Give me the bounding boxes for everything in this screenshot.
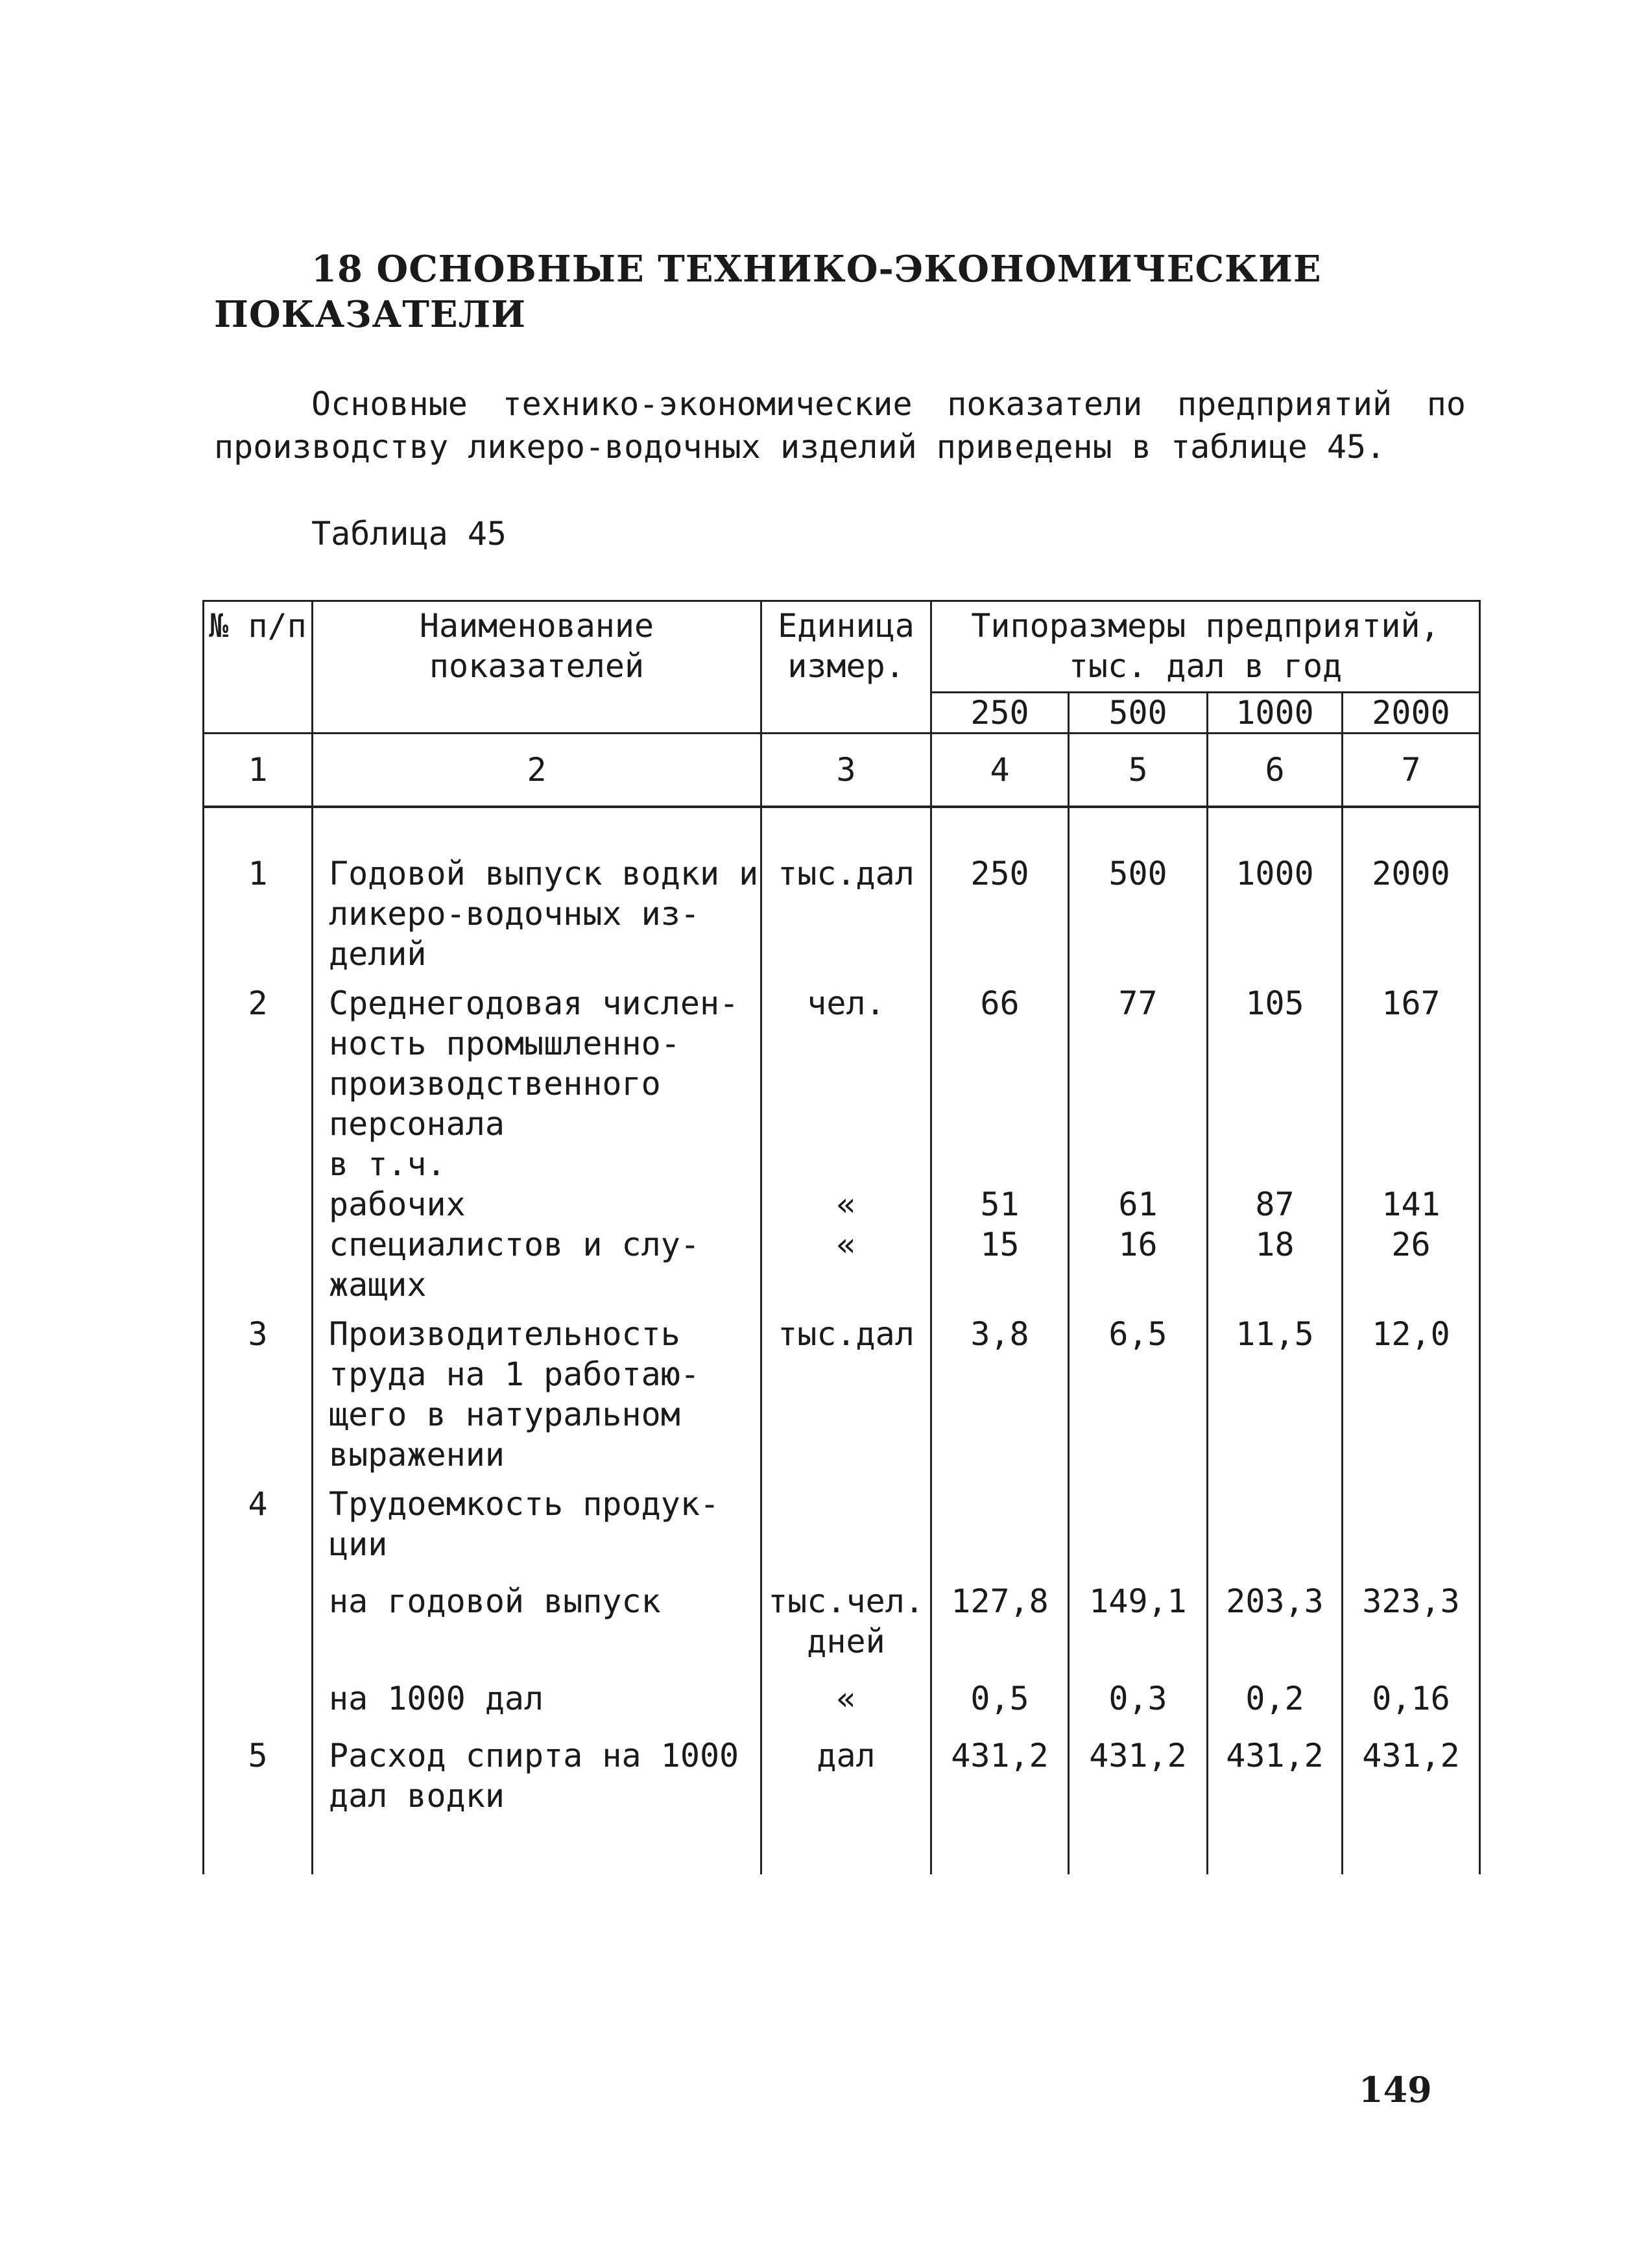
row-value: 1000	[1208, 807, 1343, 974]
row-value: 15	[931, 1224, 1069, 1305]
row-number: 1	[204, 807, 313, 974]
filler-cell	[1208, 1816, 1343, 1874]
column-number: 3	[761, 734, 931, 807]
row-value: 66	[931, 974, 1069, 1144]
row-value: 149,1	[1069, 1564, 1208, 1662]
filler-cell	[1069, 1816, 1208, 1874]
row-name: на 1000 дал	[313, 1662, 761, 1719]
row-value	[1343, 1144, 1480, 1184]
header-sizes: Типоразмеры предприятий, тыс. дал в год	[931, 601, 1480, 693]
row-number: 4	[204, 1475, 313, 1564]
row-name: Производительность труда на 1 работаю-щего в натуральном выражении	[313, 1305, 761, 1475]
table-row	[204, 807, 1480, 974]
row-value	[1208, 1144, 1343, 1184]
column-number: 6	[1208, 734, 1343, 807]
row-number	[204, 1144, 313, 1184]
column-number-row	[204, 734, 1480, 807]
filler-cell	[313, 1816, 761, 1874]
row-value: 51	[931, 1184, 1069, 1224]
filler-cell	[204, 1816, 313, 1874]
filler-cell	[1343, 1816, 1480, 1874]
column-number: 4	[931, 734, 1069, 807]
table-row	[204, 974, 1480, 1144]
row-value: 167	[1343, 974, 1480, 1144]
row-number: 3	[204, 1305, 313, 1475]
row-number	[204, 1662, 313, 1719]
row-value: 431,2	[1343, 1719, 1480, 1816]
header-size-value: 250	[931, 693, 1069, 734]
row-value	[931, 1144, 1069, 1184]
table-caption: Таблица 45	[311, 515, 507, 553]
row-unit: «	[761, 1224, 931, 1305]
row-value: 11,5	[1208, 1305, 1343, 1475]
row-value: 26	[1343, 1224, 1480, 1305]
row-value: 12,0	[1343, 1305, 1480, 1475]
indicators-table	[202, 600, 1481, 1874]
row-value: 323,3	[1343, 1564, 1480, 1662]
row-unit: тыс.чел. дней	[761, 1564, 931, 1662]
column-number: 2	[313, 734, 761, 807]
table-row	[204, 1305, 1480, 1475]
table-row	[204, 1224, 1480, 1305]
row-name: Годовой выпуск водки и ликеро-водочных из-делий	[313, 807, 761, 974]
header-size-value: 500	[1069, 693, 1208, 734]
table-row	[204, 1475, 1480, 1564]
row-value: 16	[1069, 1224, 1208, 1305]
row-unit: чел.	[761, 974, 931, 1144]
row-value: 61	[1069, 1184, 1208, 1224]
row-name: на годовой выпуск	[313, 1564, 761, 1662]
row-name: специалистов и слу-жащих	[313, 1224, 761, 1305]
table-row	[204, 1564, 1480, 1662]
row-value: 0,16	[1343, 1662, 1480, 1719]
row-unit: тыс.дал	[761, 1305, 931, 1475]
table-row	[204, 1184, 1480, 1224]
row-value: 6,5	[1069, 1305, 1208, 1475]
row-value: 0,3	[1069, 1662, 1208, 1719]
column-number: 7	[1343, 734, 1480, 807]
header-num: № п/п	[204, 601, 313, 734]
row-value: 431,2	[931, 1719, 1069, 1816]
section-heading	[214, 246, 1485, 337]
row-number	[204, 1184, 313, 1224]
row-value: 250	[931, 807, 1069, 974]
row-value: 0,2	[1208, 1662, 1343, 1719]
row-value: 3,8	[931, 1305, 1069, 1475]
table-header-row	[204, 601, 1480, 693]
column-number: 5	[1069, 734, 1208, 807]
filler-cell	[761, 1816, 931, 1874]
row-value: 500	[1069, 807, 1208, 974]
table-filler-row	[204, 1816, 1480, 1874]
row-value: 18	[1208, 1224, 1343, 1305]
header-size-value: 1000	[1208, 693, 1343, 734]
filler-cell	[931, 1816, 1069, 1874]
row-value: 87	[1208, 1184, 1343, 1224]
row-unit	[761, 1475, 931, 1564]
row-name: Среднегодовая числен-ность промышленно-производственного персонала	[313, 974, 761, 1144]
row-value: 127,8	[931, 1564, 1069, 1662]
row-value: 203,3	[1208, 1564, 1343, 1662]
row-value: 141	[1343, 1184, 1480, 1224]
row-value: 431,2	[1069, 1719, 1208, 1816]
row-unit: «	[761, 1662, 931, 1719]
row-number	[204, 1564, 313, 1662]
table-row	[204, 1719, 1480, 1816]
column-number: 1	[204, 734, 313, 807]
table-row	[204, 1144, 1480, 1184]
header-name: Наименование показателей	[313, 601, 761, 734]
row-unit	[761, 1144, 931, 1184]
row-unit: дал	[761, 1719, 931, 1816]
row-value: 431,2	[1208, 1719, 1343, 1816]
row-value	[1208, 1475, 1343, 1564]
intro-text: Основные технико-экономические показатели предприятий по производству ликеро-водочных изделий приведены в таблице 45.	[214, 385, 1466, 466]
row-value: 0,5	[931, 1662, 1069, 1719]
page-number: 149	[1359, 2069, 1432, 2110]
row-name: в т.ч.	[313, 1144, 761, 1184]
header-size-value: 2000	[1343, 693, 1480, 734]
row-unit: «	[761, 1184, 931, 1224]
row-value: 2000	[1343, 807, 1480, 974]
row-value	[1069, 1475, 1208, 1564]
intro-paragraph	[214, 383, 1466, 468]
row-name: Расход спирта на 1000 дал водки	[313, 1719, 761, 1816]
table-row	[204, 1662, 1480, 1719]
row-value	[1069, 1144, 1208, 1184]
row-name: рабочих	[313, 1184, 761, 1224]
section-heading-line-1: 18 ОСНОВНЫЕ ТЕХНИКО-ЭКОНОМИЧЕСКИЕ	[311, 248, 1322, 291]
row-number	[204, 1224, 313, 1305]
row-number: 2	[204, 974, 313, 1144]
section-heading-line-2: ПОКАЗАТЕЛИ	[214, 293, 526, 336]
row-name: Трудоемкость продук-ции	[313, 1475, 761, 1564]
row-unit: тыс.дал	[761, 807, 931, 974]
row-value: 77	[1069, 974, 1208, 1144]
header-unit: Единица измер.	[761, 601, 931, 734]
row-value	[1343, 1475, 1480, 1564]
row-value: 105	[1208, 974, 1343, 1144]
row-number: 5	[204, 1719, 313, 1816]
row-value	[931, 1475, 1069, 1564]
